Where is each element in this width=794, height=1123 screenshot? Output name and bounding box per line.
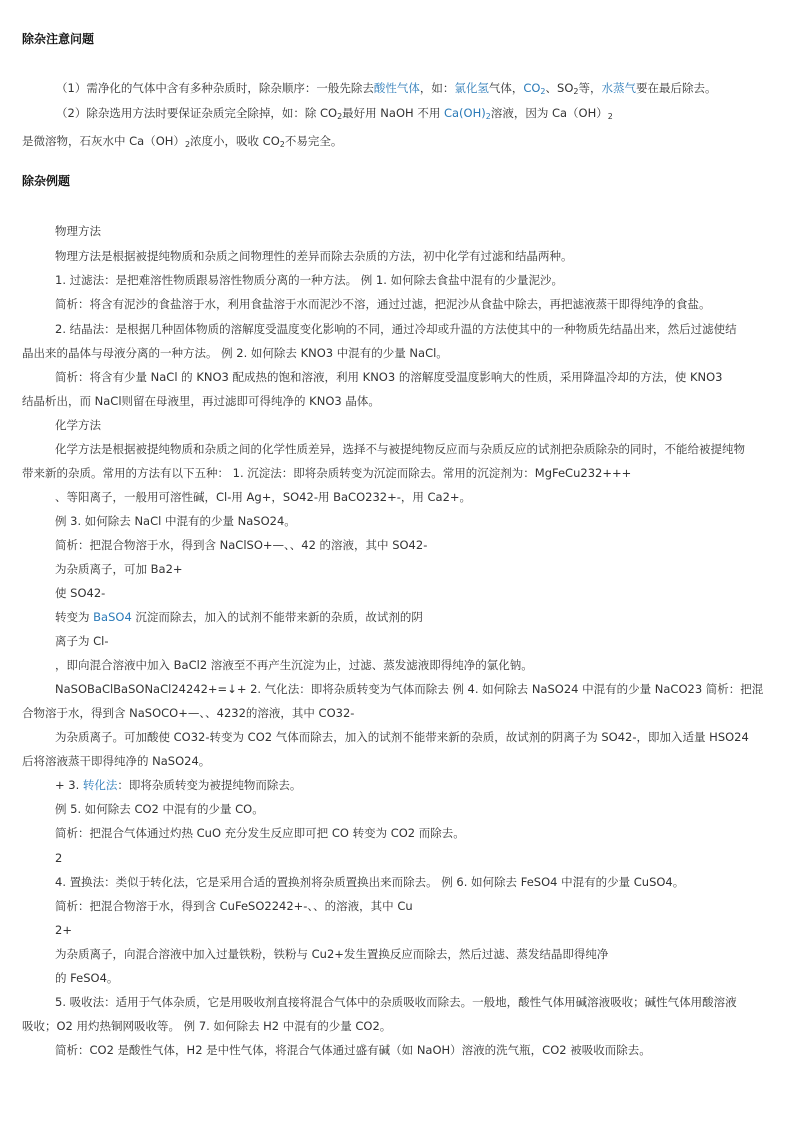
text-line-conversion xyxy=(55,776,301,794)
text-line: 为杂质离子。可加酸使 CO32-转变为 CO2 气体而除去，加入的试剂不能带来新的杂质，故试剂的阴离子为 SO42-，即加入适量 HSO24 xyxy=(55,730,749,744)
link-co2-sub: 2 xyxy=(540,87,546,96)
link-co2-text: CO xyxy=(523,81,541,95)
text-line: 物理方法是根据被提纯物质和杂质之间物理性的差异而除去杂质的方法，初中化学有过滤和结晶两种。 xyxy=(55,249,573,263)
link-co2[interactable] xyxy=(523,81,545,95)
note2-text-e: 浓度小，吸收 CO xyxy=(190,134,280,148)
text-line: 2 xyxy=(55,851,63,865)
note1-text-b: ，如： xyxy=(419,81,455,95)
text-span: + 3. xyxy=(55,778,83,792)
note2-sub-d: 2 xyxy=(184,140,191,149)
subheading-physical: 物理方法 xyxy=(55,224,101,238)
link-caoh2-text: Ca(OH) xyxy=(443,106,486,120)
text-line: 简析：CO2 是酸性气体，H2 是中性气体，将混合气体通过盛有碱（如 NaOH）溶液的洗气瓶，CO2 被吸收而除去。 xyxy=(55,1043,651,1057)
so2-sub: 2 xyxy=(573,87,579,96)
link-caoh2[interactable] xyxy=(444,106,491,120)
text-line: 4. 置换法：类似于转化法，它是采用合适的置换剂将杂质置换出来而除去。 例 6. 如何除去 FeSO4 中混有的少量 CuSO4。 xyxy=(55,875,685,889)
text-span: 沉淀而除去，加入的试剂不能带来新的杂质，故试剂的阴 xyxy=(131,610,423,624)
text-line: 后将溶液蒸干即得纯净的 NaSO24。 xyxy=(22,754,211,768)
text-line: 晶出来的晶体与母液分离的一种方法。 例 2. 如何除去 KNO3 中混有的少量 NaCl。 xyxy=(22,346,448,360)
text-line: 简析：把混合物溶于水，得到含 NaClSO+—、、42 的溶液，其中 SO42- xyxy=(55,538,428,552)
text-line: 使 SO42- xyxy=(55,586,106,600)
text-line: 的 FeSO4。 xyxy=(55,971,119,985)
text-line-baso4 xyxy=(55,608,423,626)
note2-sub-c: 2 xyxy=(607,112,613,121)
note1-text-f: 要在最后除去。 xyxy=(635,81,717,95)
text-line: NaSOBaClBaSONaCl24242+=↓+ 2. 气化法：即将杂质转变为气体而除去 例 4. 如何除去 NaSO24 中混有的少量 NaCO23 简析：把混 xyxy=(55,682,764,696)
note1-text-d: 、SO xyxy=(545,81,574,95)
text-line: 化学方法是根据被提纯物质和杂质之间的化学性质差异，选择不与被提纯物反应而与杂质反应的试剂把杂质除杂的同时，不能给被提纯物 xyxy=(55,442,745,456)
note1-text-e: 等， xyxy=(578,81,602,95)
link-acid-gas[interactable]: 酸性气体 xyxy=(373,81,420,95)
text-line: 吸收；O2 用灼热铜网吸收等。 例 7. 如何除去 H2 中混有的少量 CO2。 xyxy=(22,1019,392,1033)
text-line: 简析：将含有泥沙的食盐溶于水，利用食盐溶于水而泥沙不溶，通过过滤，把泥沙从食盐中除去，再把滤液蒸干即得纯净的食盐。 xyxy=(55,297,711,311)
text-line: 带来新的杂质。常用的方法有以下五种： 1. 沉淀法：即将杂质转变为沉淀而除去。常用的沉淀剂为：MgFeCu232+++ xyxy=(22,466,632,480)
link-conversion-method[interactable]: 转化法 xyxy=(82,778,118,792)
text-line: ，即向混合溶液中加入 BaCl2 溶液至不再产生沉淀为止，过滤、蒸发滤液即得纯净的氯化钠。 xyxy=(55,658,533,672)
note2-sub-e: 2 xyxy=(279,140,285,149)
note-paragraph-1 xyxy=(22,76,774,104)
section-heading-examples: 除杂例题 xyxy=(22,174,71,188)
note2-sub-a: 2 xyxy=(337,112,343,121)
note2-text-d: 是微溶物，石灰水中 Ca（OH） xyxy=(22,134,185,148)
subheading-chemical: 化学方法 xyxy=(55,418,101,432)
text-line: 2. 结晶法：是根据几种固体物质的溶解度受温度变化影响的不同，通过冷却或升温的方法使其中的一种物质先结晶出来，然后过滤使结 xyxy=(55,322,737,336)
text-line: 例 5. 如何除去 CO2 中混有的少量 CO。 xyxy=(55,802,264,816)
text-span: ：即将杂质转变为被提纯物而除去。 xyxy=(117,778,302,792)
text-line: 1. 过滤法：是把难溶性物质跟易溶性物质分离的一种方法。 例 1. 如何除去食盐中混有的少量泥沙。 xyxy=(55,273,564,287)
text-line: 2+ xyxy=(55,923,72,937)
link-caoh2-sub: 2 xyxy=(485,112,491,121)
text-line: 简析：将含有少量 NaCl 的 KNO3 配成热的饱和溶液，利用 KNO3 的溶解度受温度影响大的性质，采用降温冷却的方法，使 KNO3 xyxy=(55,370,723,384)
text-line: 为杂质离子，可加 Ba2+ xyxy=(55,562,183,576)
text-line: 合物溶于水，得到含 NaSOCO+—、、4232的溶液，其中 CO32- xyxy=(22,706,355,720)
note-paragraph-2 xyxy=(22,101,774,157)
text-line: 简析：把混合物溶于水，得到含 CuFeSO2242+-、、的溶液，其中 Cu xyxy=(55,899,413,913)
note2-text-f: 不易完全。 xyxy=(284,134,343,148)
text-span: 转变为 xyxy=(55,610,94,624)
note2-text-a: （2）除杂选用方法时要保证杂质完全除掉，如：除 CO xyxy=(56,106,338,120)
text-line: 为杂质离子，向混合溶液中加入过量铁粉，铁粉与 Cu2+发生置换反应而除去，然后过滤、蒸发结晶即得纯净 xyxy=(55,947,609,961)
text-line: 例 3. 如何除去 NaCl 中混有的少量 NaSO24。 xyxy=(55,514,296,528)
text-line: 5. 吸收法：适用于气体杂质，它是用吸收剂直接将混合气体中的杂质吸收而除去。一般地，酸性气体用碱溶液吸收；碱性气体用酸溶液 xyxy=(55,995,737,1009)
note2-text-b: 最好用 NaOH 不用 xyxy=(342,106,444,120)
section-heading-notes: 除杂注意问题 xyxy=(22,32,95,46)
text-line: 简析：把混合气体通过灼热 CuO 充分发生反应即可把 CO 转变为 CO2 而除去。 xyxy=(55,826,465,840)
link-water-vapor[interactable]: 水蒸气 xyxy=(601,81,636,95)
text-line: 结晶析出，而 NaCl则留在母液里，再过滤即可得纯净的 KNO3 晶体。 xyxy=(22,394,380,408)
note1-text-a: （1）需净化的气体中含有多种杂质时，除杂顺序：一般先除去 xyxy=(56,81,374,95)
note1-text-c: 气体， xyxy=(488,81,524,95)
text-line: 、等阳离子，一般用可溶性碱，Cl-用 Ag+，SO42-用 BaCO232+-，用 Ca2+。 xyxy=(55,490,472,504)
note2-text-c: 溶液，因为 Ca（OH） xyxy=(490,106,608,120)
link-hcl[interactable]: 氯化氢 xyxy=(454,81,489,95)
text-line: 离子为 Cl- xyxy=(55,634,109,648)
link-baso4[interactable]: BaSO4 xyxy=(93,610,132,624)
